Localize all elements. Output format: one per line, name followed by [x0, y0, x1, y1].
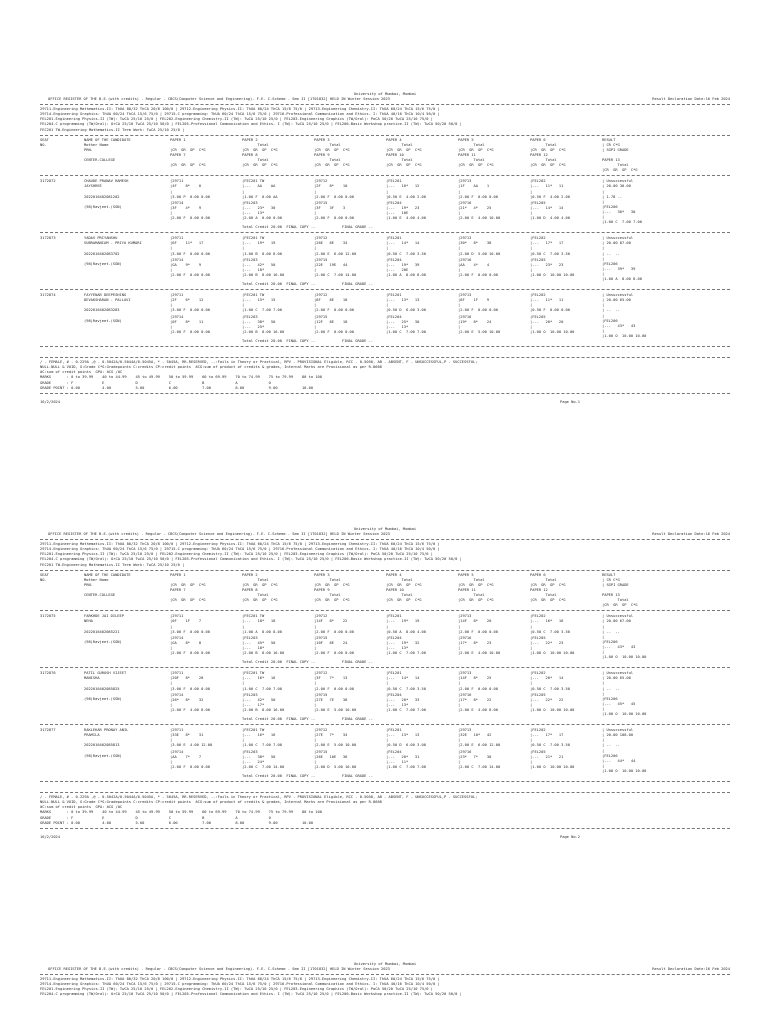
office-register-line: [40, 967, 730, 972]
paper-score: [386, 728, 458, 774]
paper-score-top: |29713 |14F 8* 20 | |2.00 F 0.00 0.00: [458, 614, 498, 634]
paper-score-bottom: |29716 |AA 4* 4 | |2.00 F 0.00 0.00: [458, 257, 498, 277]
paper-score-bottom: |FEL203 |--- 38* 50 |--- 24* |2.00 C 7.00 14.00: [242, 749, 285, 769]
print-date: 16/2/2024: [40, 834, 60, 839]
paper-score-top: |29712 |2F 8* 10 | |2.00 F 0.00 0.00: [314, 179, 354, 199]
subject-line: 29714-Engineering Graphics: ThUA 60/24 ThCA 15/6 75/0 | 29715-C programming: ThUA 60/24 ThCA 15/6 75/0 | 29716-Professional Communication and Ethics- I: ThUA 40/16 ThCA 10/4 50/0 |: [40, 112, 440, 117]
paper-score: [170, 179, 242, 225]
paper-score-top: |FEL202 |--- 11* 11 | |0.50 F 4.00 2.00: [530, 179, 570, 199]
legend: / - FEMALE, # - 0.229A ,@ - 0.5042A/0.5044A/0.5045A, * - 5045A, RR-RESERVED, --:Fails in Theory or Practical, RPV - PROVISIONAL Eligible, RCC - 0.5050, AB - ABSENT, F - UNSUCCESSFUL,P - SUCCESSFUL; NULL-NULL & VOID, G:Grade C*G:Gradepoints C:credits CP:credit points äCG:sum of product of credits & grades, Internal Marks are Provisional as per R.8668 äC:sum of credit points GPA: äCG /äC: [40, 795, 478, 810]
paper-score-bottom: |FEL203 |--- 38* 50 |--- 25* |2.00 B 8.00 16.00: [242, 314, 285, 334]
paper-header: PAPER 1 |CR GR GP C*G PAPER 7 |CR GR GP C*G: [170, 572, 206, 603]
paper-header: PAPER 2 Total |CR GR GP C*G PAPER 8 Total |CR GR GP C*G: [242, 137, 278, 168]
seat-no-header: SEAT NO.: [40, 572, 49, 582]
print-date: 16/2/2024: [40, 399, 60, 404]
paper-score-bottom: |29716 |17* 8* 23 | |2.00 E 4.00 10.00: [458, 635, 501, 655]
seat-number: 3172877: [40, 728, 56, 733]
paper-score: [386, 671, 458, 717]
paper-score-bottom: |29714 |0F 8* 11 | |2.00 F 0.00 0.00: [170, 314, 210, 334]
subject-line: FEL204-C programming (TW/Oral): OrCA 25/10 TwCA 25/10 50/0 | FEL205-Professional Communication and Ethics- I (TW): TwCA 25/10 25/0 | FEL206-Basic Workshop practice-II (TW): TwCA 50/20 50/0 |: [40, 992, 462, 997]
subject-line: FEL204-C programming (TW/Oral): OrCA 25/10 TwCA 25/10 50/0 | FEL205-Professional Communication and Ethics- I (TW): TwCA 25/10 25/0 | FEL206-Basic Workshop practice-II (TW): TwCA 50/20 50/0 |: [40, 122, 462, 127]
seat-number: 3172875: [40, 614, 56, 619]
candidate-info: RAKLEKAR PRONAY ANIL PRAMILA 2022016402085813 (98)Ravjeet-(SGN): [84, 728, 129, 758]
paper-score-bottom: |29716 |21* 4* 25 | |2.00 E 4.00 10.00: [458, 200, 501, 220]
paper-score-top: |29712 |8F 8E 18 | |2.00 F 0.00 0.00: [314, 293, 354, 313]
result-summary: | Unsuccessful | 20.00 67.00 | | -- -- | |FEL206 |--- 43* 43 | |1.00 O 10.00 10.00: [602, 614, 647, 660]
legend: / - FEMALE, # - 0.229A ,@ - 0.5042A/0.5044A/0.5045A, * - 5045A, RR-RESERVED, --:Fails in Theory or Practical, RPV - PROVISIONAL Eligible, RCC - 0.5050, AB - ABSENT, F - UNSUCCESSFUL,P - SUCCESSFUL; NULL-NULL & VOID, G:Grade C*G:Gradepoints C:credits CP:credit points äCG:sum of product of credits & grades, Internal Marks are Provisional as per R.8668 äC:sum of credit points GPA: äCG /äC: [40, 360, 478, 375]
paper-score-top: |FEL202 |--- 11* 11 | |0.50 F 0.00 0.00: [530, 293, 570, 313]
divider: [40, 781, 730, 782]
paper-score: [530, 614, 602, 660]
divider: [40, 610, 730, 611]
divider: [40, 792, 730, 793]
seat-number: 3172872: [40, 179, 56, 184]
marks-range-row: MARKS : 0 to 39.99 40 to 44.99 45 to 49.99 50 to 59.99 60 to 69.99 70 to 74.99 75 to 79.99 80 to 100: [40, 810, 322, 815]
total-credit-line: Total Credit 20.00 FINAL COPY -- FINAL GRADE --: [242, 660, 373, 665]
paper-score: [530, 671, 602, 717]
paper-score: [530, 293, 602, 339]
result-summary: | Unsuccessful | 20.00 30.00 | | 1.78 -- | |FEL206 |--- 30* 30 | |1.00 C 7.00 7.00: [602, 179, 642, 225]
paper-header: PAPER 4 Total |CR GR GP C*G PAPER 10 Total |CR GR GP C*G: [386, 137, 422, 168]
paper-score-bottom: |FEL203 |--- 42* 50 |--- 17* |2.00 B 8.00 16.00: [242, 692, 285, 712]
paper-score-bottom: |FEL203 |--- 23* 30 |--- 13* |2.00 A 0.00 0.00: [242, 200, 282, 220]
paper-score-top: |FEC201 TW |--- 19* 19 | |1.00 B 8.00 8.00: [242, 236, 282, 256]
paper-score: [458, 671, 530, 717]
paper-score-top: |FEL202 |--- 17* 17 | |0.50 C 7.00 3.50: [530, 236, 570, 256]
total-credit-line: Total Credit 20.00 FINAL COPY -- FINAL GRADE --: [242, 717, 373, 722]
grade-point-row: GRADE POINT : 0.00 4.00 5.00 6.00 7.00 8.00 9.00 10.00: [40, 820, 314, 825]
divider: [40, 570, 730, 571]
subject-line: FEL204-C programming (TW/Oral): OrCA 25/10 TwCA 25/10 50/0 | FEL205-Professional Communication and Ethics- I (TW): TwCA 25/10 25/0 | FEL206-Basic Workshop practice-II (TW): TwCA 50/20 50/0 |: [40, 557, 462, 562]
office-register-title: OFFICE REGISTER OF THE B.E.(with credits) - Regular - CBCS(Computer Science and Engineering)- F.E. C-Scheme - Sem II [1T01832] HELD IN Winter Session 2023: [48, 967, 390, 972]
result-declaration-date: Result Declaration Date:16 Feb 2024: [652, 97, 730, 102]
subject-line: 29714-Engineering Graphics: ThUA 60/24 ThCA 15/6 75/0 | 29715-C programming: ThUA 60/24 ThCA 15/6 75/0 | 29716-Professional Communication and Ethics- I: ThUA 40/16 ThCA 10/4 50/0 |: [40, 547, 440, 552]
paper-score-top: |FEL201 |--- 14* 14 | |0.50 C 7.00 3.50: [386, 236, 426, 256]
divider: [40, 539, 730, 540]
paper-score-bottom: |FEL204 |--- 19* 32 |--- 13* |1.00 C 7.00 7.00: [386, 635, 426, 655]
paper-score-top: |29711 |4F 8* 0 | |3.00 P 0.00 0.00: [170, 179, 210, 199]
paper-score-top: |FEL201 |--- 19* 19 | |0.50 A 8.00 4.00: [386, 614, 426, 634]
paper-score-top: |29711 |20F 8* 28 | |3.00 F 0.00 0.00: [170, 671, 210, 691]
paper-score-top: |FEC201 TW |--- AA AA | |1.00 F 0.00 AA: [242, 179, 278, 199]
paper-score-top: |29712 |27E 7* 34 | |2.00 E 5.00 10.00: [314, 728, 357, 748]
total-credit-line: Total Credit 20.00 FINAL COPY -- FINAL GRADE --: [242, 339, 373, 344]
paper-score-top: |29711 |6F 11* 17 | |3.00 F 0.00 0.00: [170, 236, 210, 256]
paper-score-bottom: |FEL205 |--- 21* 21 | |1.00 O 10.00 10.00: [530, 749, 575, 769]
paper-score: [170, 614, 242, 660]
student-record: [40, 179, 730, 233]
paper-score-bottom: |29716 |17* 8* 22 | |2.00 E 4.00 8.00: [458, 692, 498, 712]
student-list: [40, 179, 730, 347]
student-record: [40, 236, 730, 290]
paper-score-top: |FEL202 |--- 17* 17 | |0.50 C 7.00 3.50: [530, 728, 570, 748]
paper-score: [386, 614, 458, 660]
grade-row: GRADE : F E D C B A O: [40, 815, 271, 820]
paper-header: PAPER 6 Total |CR GR GP C*G PAPER 12 Total |CR GR GP C*G: [530, 572, 566, 603]
student-record: [40, 293, 730, 347]
paper-score-bottom: |29715 |27E 7E 38 | |2.00 E 5.00 10.00: [314, 692, 357, 712]
divider: [40, 393, 730, 394]
paper-score: [314, 293, 386, 339]
result-header: RESULT | CR C*G | SGPI GRADE PAPER 13 Total |CR GR GP C*G: [602, 572, 638, 608]
paper-score: [170, 293, 242, 339]
total-credit-line: Total Credit 20.00 FINAL COPY -- FINAL GRADE --: [242, 282, 373, 287]
register-page-2: [40, 527, 730, 840]
divider: [40, 667, 730, 668]
divider: [40, 135, 730, 136]
paper-score-bottom: |29715 |10F 8E 24 | |2.00 F 0.00 0.00: [314, 635, 354, 655]
paper-score-bottom: |FEL204 |--- 19* 39 |--- 20E |1.00 A 8.00 8.00: [386, 257, 426, 277]
candidate-info: CHAUDE PRANAV RAMESH JAYSHREE 2022016402081202 (98)Ravjeet-(SGN): [84, 179, 129, 209]
total-credit-line: Total Credit 20.00 FINAL COPY -- FINAL GRADE --: [242, 774, 373, 779]
paper-score: [458, 236, 530, 282]
paper-header: PAPER 3 Total |CR GR GP C*G PAPER 9 Total |CR GR GP C*G: [314, 572, 350, 603]
paper-score-bottom: |FEL203 |--- 42* 50 |--- 18* |2.00 B 8.00 16.00: [242, 257, 285, 277]
paper-score: [530, 728, 602, 774]
paper-score-bottom: |FEL205 |--- 14* 14 | |1.00 D 4.00 4.00: [530, 200, 570, 220]
paper-score-bottom: |29716 |19* 8* 24 | |2.00 E 5.00 10.00: [458, 314, 501, 334]
office-register-title: OFFICE REGISTER OF THE B.E.(with credits) - Regular - CBCS(Computer Science and Engineering)- F.E. C-Scheme - Sem II [1T01832] HELD IN Winter Session 2023: [48, 532, 390, 537]
paper-score-bottom: |29714 |AA 7* 7 | |2.00 F 0.00 0.00: [170, 749, 210, 769]
office-register-line: [40, 532, 730, 537]
subject-line: 29711-Engineering Mathematics-II: ThUA 80/32 ThCA 20/8 100/0 | 29712-Engineering Physics-II: ThUA 60/24 ThCA 15/6 75/0 | 29713-Engineering Chemistry-II: ThUA 60/24 ThCA 15/6 75/0 |: [40, 107, 440, 112]
seat-number: 3172874: [40, 293, 56, 298]
paper-score-top: |FEC201 TW |--- 16* 16 | |1.00 C 7.00 7.00: [242, 728, 282, 748]
paper-score-top: |29711 |2F 6* 12 | |3.00 F 0.00 0.00: [170, 293, 210, 313]
paper-score: [458, 614, 530, 660]
university-name: University of Mumbai, Mumbai: [353, 92, 417, 96]
student-record: [40, 671, 730, 725]
paper-score-bottom: |FEL205 |--- 20* 20 | |1.00 O 10.00 10.00: [530, 314, 575, 334]
total-credit-line: Total Credit 20.00 FINAL COPY -- FINAL GRADE --: [242, 225, 373, 230]
divider: [40, 357, 730, 358]
paper-score-top: |FEL201 |--- 13* 13 | |0.50 D 6.00 3.00: [386, 728, 426, 748]
result-summary: | Unsuccessful | 20.00 65.00 | | -- -- | |FEL206 |--- 43* 43 | |1.00 O 10.00 10.00: [602, 293, 647, 338]
paper-header: PAPER 5 Total |CR GR GP C*G PAPER 11 Total |CR GR GP C*G: [458, 137, 494, 168]
paper-score: [242, 293, 314, 339]
paper-score: [242, 179, 314, 225]
paper-score-bottom: |FEL204 |--- 20* 33 |--- 13* |1.00 C 7.00 7.00: [386, 692, 426, 712]
candidate-info: FAYYENAR DEEPESHING DEVAKSHARAN - PALLAVI 2022016402083283 (98)Ravjeet-(SGN): [84, 293, 131, 323]
paper-score-top: |FEL201 |--- 10* 12 | |0.50 E 4.00 2.00: [386, 179, 426, 199]
paper-score-top: |29713 |14F 8* 25 | |2.00 F 0.00 0.00: [458, 671, 498, 691]
candidate-info: FARKHDE JAI DILEEP NEHA 2022016402085221 (98)Ravjeet-(SGN): [84, 614, 124, 644]
paper-header: PAPER 3 Total |CR GR GP C*G PAPER 9 Total |CR GR GP C*G: [314, 137, 350, 168]
divider: [40, 828, 730, 829]
paper-score: [242, 614, 314, 660]
result-summary: | Unsuccessful | 20.00 65.00 | | -- -- | |FEL206 |--- 45* 45 | |1.00 O 10.00 10.00: [602, 671, 647, 716]
candidate-header: NAME OF THE CANDIDATE Mother Name PRN. CENTER-COLLEGE: [84, 137, 131, 163]
paper-score-bottom: |29714 |GA 8* 8 | |2.00 F 0.00 0.00: [170, 635, 210, 655]
paper-score: [386, 293, 458, 339]
result-summary: | Unsuccessful | 20.00 108.00 | | -- -- | |FEL206 |--- 44* 44 | |1.00 O 10.00 10.00: [602, 728, 647, 773]
paper-score-bottom: |29715 |26E 10E 36 | |2.00 D 5.00 10.00: [314, 749, 357, 769]
candidate-header: NAME OF THE CANDIDATE Mother Name PRN. CENTER-COLLEGE: [84, 572, 131, 598]
paper-score: [314, 179, 386, 225]
register-page-3: [40, 962, 730, 998]
paper-score-bottom: |FEL205 |--- 22* 22 | |1.00 O 10.00 10.00: [530, 692, 575, 712]
paper-score-top: |29712 |14F 8* 22 | |2.00 F 0.00 0.00: [314, 614, 354, 634]
paper-score: [314, 728, 386, 774]
paper-score-top: |FEL201 |--- 13* 13 | |0.50 D 6.00 3.00: [386, 293, 426, 313]
paper-score: [314, 671, 386, 717]
paper-score: [314, 236, 386, 282]
column-header: [40, 573, 730, 609]
paper-header: PAPER 1 |CR GR GP C*G PAPER 7 |CR GR GP C*G: [170, 137, 206, 168]
subject-list: [40, 107, 730, 132]
paper-score-top: |29712 |26E 8E 34 | |2.00 E 6.00 12.00: [314, 236, 357, 256]
paper-score: [170, 728, 242, 774]
paper-score-bottom: |29714 |3F 4* 9 | |2.00 F 0.00 0.00: [170, 200, 210, 220]
paper-score-bottom: |FEL203 |--- 45* 50 |--- 18* |2.00 B 8.00 16.00: [242, 635, 285, 655]
paper-score-bottom: |29716 |23* 7* 30 | |2.00 C 7.00 14.00: [458, 749, 501, 769]
paper-score: [458, 179, 530, 225]
subject-line: 29711-Engineering Mathematics-II: ThUA 80/32 ThCA 20/8 100/0 | 29712-Engineering Physics-II: ThUA 60/24 ThCA 15/6 75/0 | 29713-Engineering Chemistry-II: ThUA 60/24 ThCA 15/6 75/0 |: [40, 542, 440, 547]
paper-score: [458, 293, 530, 339]
subject-line: FEL201-Engineering Physics-II (TW): TwCA 25/10 25/0 | FEL202-Engineering Chemistry-II (TW): TwCA 25/10 25/0 | FEL203-Engineering Graphics (TW/Oral): PoCA 50/20 TwCA 25/10 75/0 |: [40, 987, 433, 992]
paper-score-top: |FEC201 TW |--- 18* 18 | |1.00 A 8.00 8.00: [242, 614, 282, 634]
paper-score: [386, 179, 458, 225]
paper-score-top: |29713 |32E 10* 42 | |2.00 E 6.00 12.00: [458, 728, 501, 748]
result-header: RESULT | CR C*G | SGPI GRADE PAPER 13 Total |CR GR GP C*G: [602, 137, 638, 173]
paper-header: PAPER 6 Total |CR GR GP C*G PAPER 12 Total |CR GR GP C*G: [530, 137, 566, 168]
paper-header: PAPER 4 Total |CR GR GP C*G PAPER 10 Total |CR GR GP C*G: [386, 572, 422, 603]
paper-score-top: |29713 |8F 1F 9 | |2.00 F 0.00 0.00: [458, 293, 498, 313]
paper-score-top: |FEL201 |--- 14* 14 | |0.50 C 7.00 3.50: [386, 671, 426, 691]
paper-score: [242, 728, 314, 774]
subject-list: [40, 977, 730, 997]
subject-line: 29711-Engineering Mathematics-II: ThUA 80/32 ThCA 20/8 100/0 | 29712-Engineering Physics-II: ThUA 60/24 ThCA 15/6 75/0 | 29713-Engineering Chemistry-II: ThUA 60/24 ThCA 15/6 75/0 |: [40, 977, 440, 982]
paper-score-top: |29711 |0F 1F 7 | |3.00 F 0.00 0.00: [170, 614, 210, 634]
page-footer: [40, 400, 730, 405]
divider: [40, 974, 730, 975]
paper-score: [314, 614, 386, 660]
seat-number: 3172873: [40, 236, 56, 241]
paper-header: PAPER 2 Total |CR GR GP C*G PAPER 8 Total |CR GR GP C*G: [242, 572, 278, 603]
paper-score: [530, 236, 602, 282]
candidate-info: YADAV PRIYANSHU SUBRAMANIAM - PRIYA KUMARI 2022016402083702 (98)Ravjeet-(SGN): [84, 236, 142, 266]
paper-score-bottom: |29715 |3F 3F 3 | |2.00 F 0.00 0.00: [314, 200, 354, 220]
paper-header: PAPER 5 Total |CR GR GP C*G PAPER 11 Total |CR GR GP C*G: [458, 572, 494, 603]
office-register-title: OFFICE REGISTER OF THE B.E.(with credits) - Regular - CBCS(Computer Science and Engineering)- F.E. C-Scheme - Sem II [1T01832] HELD IN Winter Session 2023: [48, 97, 390, 102]
paper-score-top: |29711 |33E 8* 31 | |3.00 E 4.00 12.00: [170, 728, 213, 748]
paper-score-top: |FEC201 TW |--- 15* 15 | |1.00 C 7.00 7.00: [242, 293, 282, 313]
divider: [40, 175, 730, 176]
paper-score-bottom: |29715 |12F 8E 18 | |2.00 F 0.00 0.00: [314, 314, 354, 334]
student-record: [40, 614, 730, 668]
seat-number: 3172876: [40, 671, 56, 676]
paper-score-bottom: |FEL205 |--- 23* 23 | |1.00 O 10.00 10.00: [530, 257, 575, 277]
paper-score-top: |29713 |30* 8* 38 | |2.00 D 5.00 10.00: [458, 236, 501, 256]
result-summary: | Unsuccessful | 20.00 87.00 | | -- -- | |FEL206 |--- 39* 39 | |1.00 A 8.00 8.00: [602, 236, 642, 281]
register-page-1: [40, 92, 730, 405]
result-declaration-date: Result Declaration Date:16 Feb 2024: [652, 532, 730, 537]
column-header: [40, 138, 730, 174]
paper-score: [170, 236, 242, 282]
paper-score: [530, 179, 602, 225]
subject-line: FEC201 TW-Engineering Mathematics-II Term Work: TwCA 25/10 25/0 |: [40, 127, 185, 132]
university-name: University of Mumbai, Mumbai: [353, 527, 417, 531]
marks-range-row: MARKS : 0 to 39.99 40 to 44.99 45 to 49.99 50 to 59.99 60 to 69.99 70 to 74.99 75 to 79.99 80 to 100: [40, 375, 322, 380]
subject-line: FEL201-Engineering Physics-II (TW): TwCA 25/10 25/0 | FEL202-Engineering Chemistry-II (TW): TwCA 25/10 25/0 | FEL203-Engineering Graphics (TW/Oral): PoCA 50/20 TwCA 25/10 75/0 |: [40, 117, 433, 122]
seat-no-header: SEAT NO.: [40, 137, 49, 147]
divider: [40, 104, 730, 105]
paper-score-top: |FEL202 |--- 20* 14 | |0.50 C 7.00 3.50: [530, 671, 570, 691]
divider: [40, 232, 730, 233]
paper-score: [458, 728, 530, 774]
subject-list: [40, 542, 730, 567]
grade-row: GRADE : F E D C B A O: [40, 380, 271, 385]
paper-score-bottom: |FEL204 |--- 20* 31 |--- 11* |1.00 C 7.00 7.00: [386, 749, 426, 769]
page-footer: [40, 835, 730, 840]
paper-score-top: |FEC201 TW |--- 16* 16 | |1.00 C 7.00 7.00: [242, 671, 282, 691]
subject-line: FEC201 TW-Engineering Mathematics-II Term Work: TwCA 25/10 25/0 |: [40, 562, 185, 567]
office-register-line: [40, 97, 730, 102]
paper-score-bottom: |29715 |22E 19E 44 | |2.00 C 7.00 14.00: [314, 257, 357, 277]
university-name: University of Mumbai, Mumbai: [353, 962, 417, 966]
subject-line: 29714-Engineering Graphics: ThUA 60/24 ThCA 15/6 75/0 | 29715-C programming: ThUA 60/24 ThCA 15/6 75/0 | 29716-Professional Communication and Ethics- I: ThUA 40/16 ThCA 10/4 50/0 |: [40, 982, 440, 987]
page-number: Page No.1: [560, 399, 580, 404]
paper-score-bottom: |FEL204 |--- 25* 30 |--- 13* |1.00 C 7.00 7.00: [386, 314, 426, 334]
student-record: [40, 728, 730, 782]
result-declaration-date: Result Declaration Date:16 Feb 2024: [652, 967, 730, 972]
divider: [40, 289, 730, 290]
paper-score-bottom: |FEL205 |--- 22* 23 | |1.00 O 10.00 10.00: [530, 635, 575, 655]
paper-score: [170, 671, 242, 717]
paper-score: [242, 236, 314, 282]
paper-score: [386, 236, 458, 282]
paper-score: [242, 671, 314, 717]
paper-score-top: |FEL202 |--- 16* 16 | |0.50 C 7.00 3.50: [530, 614, 570, 634]
page-number: Page No.2: [560, 834, 580, 839]
candidate-info: PATIL GURUSH VIJEET MANISHA 2022016402085825 (98)Ravjeet-(SGN): [84, 671, 127, 701]
paper-score-top: |29712 |3F 7* 13 | |2.00 F 0.00 0.00: [314, 671, 354, 691]
student-list: [40, 614, 730, 782]
grade-point-row: GRADE POINT : 0.00 4.00 5.00 6.00 7.00 8.00 9.00 10.00: [40, 385, 314, 390]
paper-score-bottom: |FEL204 |--- 19* 23 |--- 10E |1.00 E 4.00 4.00: [386, 200, 426, 220]
divider: [40, 724, 730, 725]
subject-line: FEL201-Engineering Physics-II (TW): TwCA 25/10 25/0 | FEL202-Engineering Chemistry-II (TW): TwCA 25/10 25/0 | FEL203-Engineering Graphics (TW/Oral): PoCA 50/20 TwCA 25/10 75/0 |: [40, 552, 433, 557]
paper-score-bottom: |29714 |26* 8* 32 | |2.00 F 4.00 8.00: [170, 692, 210, 712]
paper-score-top: |29713 |1F AA 1 | |2.00 F 0.00 0.00: [458, 179, 498, 199]
divider: [40, 346, 730, 347]
paper-score-bottom: |29714 |GA 9* 9 | |2.00 F 0.00 0.00: [170, 257, 210, 277]
